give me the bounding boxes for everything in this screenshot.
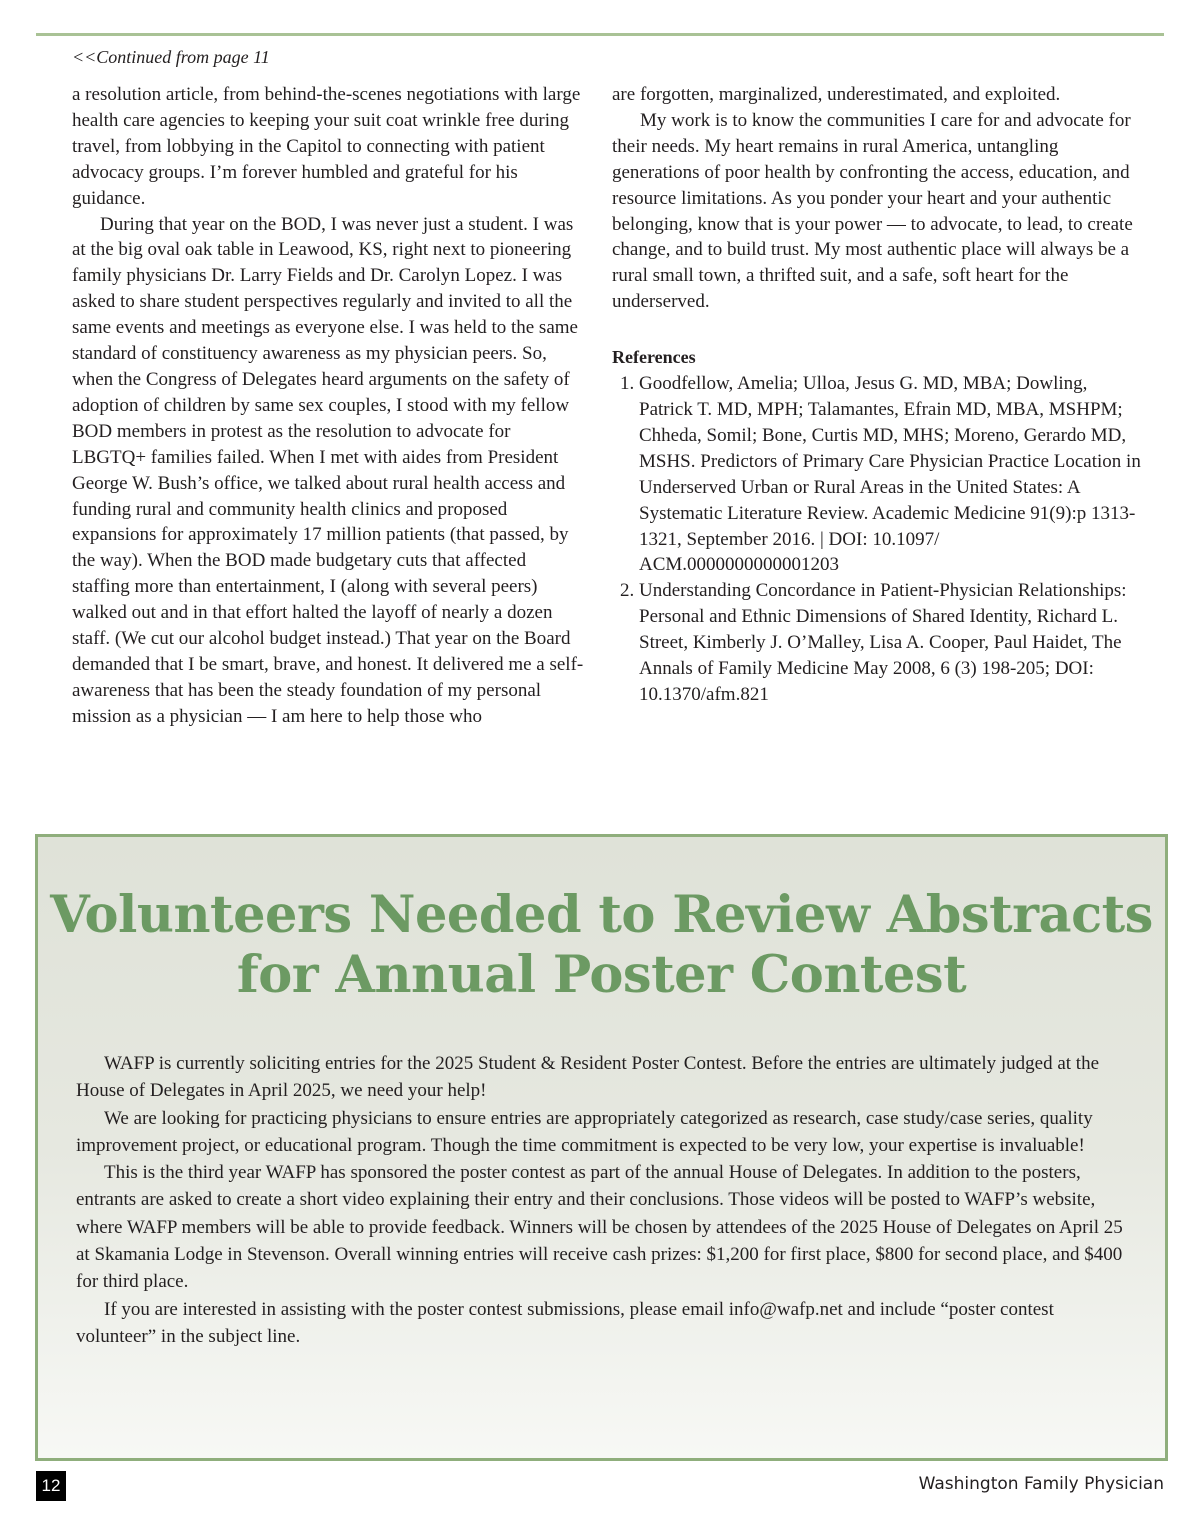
callout-title [38,885,1165,1005]
references-heading: References [612,347,696,368]
article-paragraph: My work is to know the communities I care for and advocate for their needs. My heart remains in rural America, untangling generations of poor health by confronting the access, education, and resource limitations. As you ponder your heart and your authentic belonging, know that is your power — to advocate, to lead, to create change, and to build trust. My most authentic place will always be a rural small town, a thrifted suit, and a safe, soft heart for the underserved. [612,109,1133,313]
publication-name: Washington Family Physician [918,1474,1164,1494]
callout-paragraph: This is the third year WAFP has sponsored the poster contest as part of the annual House of Delegates. In addition to the posters, entrants are asked to create a short video explaining their entry and their conclusions. Those videos will be posted to WAFP’s website, where WAFP members will be able to provide feedback. Winners will be chosen by attendees of the 2025 House of Delegates on April 25 at Skamania Lodge in Stevenson. Overall winning entries will receive cash prizes: $1,200 for first place, $800 for second place, and $400 for third place. [76,1162,1123,1293]
article-paragraph: a resolution article, from behind-the-scenes negotiations with large health care agencies to keeping your suit coat wrinkle free during travel, from lobbying in the Capitol to connecting with patient advocacy groups. I’m forever humbled and grateful for his guidance. [72,84,581,209]
continued-from-label: <<Continued from page 11 [72,47,270,67]
volunteer-callout-box [35,834,1168,1461]
reference-item: 1. Goodfellow, Amelia; Ulloa, Jesus G. MD, MBA; Dowling, Patrick T. MD, MPH; Talamantes, Efrain MD, MBA, MSHPM; Chheda, Somil; Bone, Curtis MD, MHS; Moreno, Gerardo MD, MSHS. Predictors of Primary Care Physician Practice Location in Underserved Urban or Rural Areas in the United States: A Systematic Literature Review. Academic Medicine 91(9):p 1313-1321, September 2016. | DOI: 10.1097/ ACM.0000000000001203 [639,371,1142,578]
callout-title-line: Volunteers Needed to Review Abstracts [50,885,1153,945]
callout-paragraph: If you are interested in assisting with the poster contest submissions, please email info@wafp.net and include “poster contest volunteer” in the subject line. [76,1298,1054,1347]
top-rule [36,33,1164,36]
references-list [612,371,1142,708]
callout-paragraph: We are looking for practicing physicians to ensure entries are appropriately categorized as research, case study/case series, quality improvement project, or educational program. Though the time commitment is expected to be very low, your expertise is invaluable! [76,1107,1093,1156]
article-paragraph: are forgotten, marginalized, underestimated, and exploited. [612,84,1061,105]
article-right-column [612,82,1142,708]
callout-paragraph: WAFP is currently soliciting entries for the 2025 Student & Resident Poster Contest. Before the entries are ultimately judged at the House of Delegates in April 2025, we need your help! [76,1053,1100,1102]
page-number: 12 [36,1471,66,1501]
callout-body [76,1050,1136,1350]
article-left-column [72,82,586,730]
article-paragraph: During that year on the BOD, I was never just a student. I was at the big oval oak table in Leawood, KS, right next to pioneering family physicians Dr. Larry Fields and Dr. Carolyn Lopez. I was asked to share student perspectives regularly and invited to all the same events and meetings as everyone else. I was held to the same standard of constituency awareness as my physician peers. So, when the Congress of Delegates heard arguments on the safety of adoption of children by same sex couples, I stood with my fellow BOD members in protest as the resolution to advocate for LBGTQ+ families failed. When I met with aides from President George W. Bush’s office, we talked about rural health access and funding rural and community health clinics and proposed expansions for approximately 17 million patients (that passed, by the way). When the BOD made budgetary cuts that affected staffing more than entertainment, I (along with several peers) walked out and in that effort halted the layoff of nearly a dozen staff. (We cut our alcohol budget instead.) That year on the Board demanded that I be smart, brave, and honest. It delivered me a self-awareness that has been the steady foundation of my personal mission as a physician — I am here to help those who [72,213,584,727]
callout-title-line: for Annual Poster Contest [236,945,967,1005]
reference-item: 2. Understanding Concordance in Patient-Physician Relationships: Personal and Ethnic Dimensions of Shared Identity, Richard L. Street, Kimberly J. O’Malley, Lisa A. Cooper, Paul Haidet, The Annals of Family Medicine May 2008, 6 (3) 198-205; DOI: 10.1370/afm.821 [639,578,1142,708]
